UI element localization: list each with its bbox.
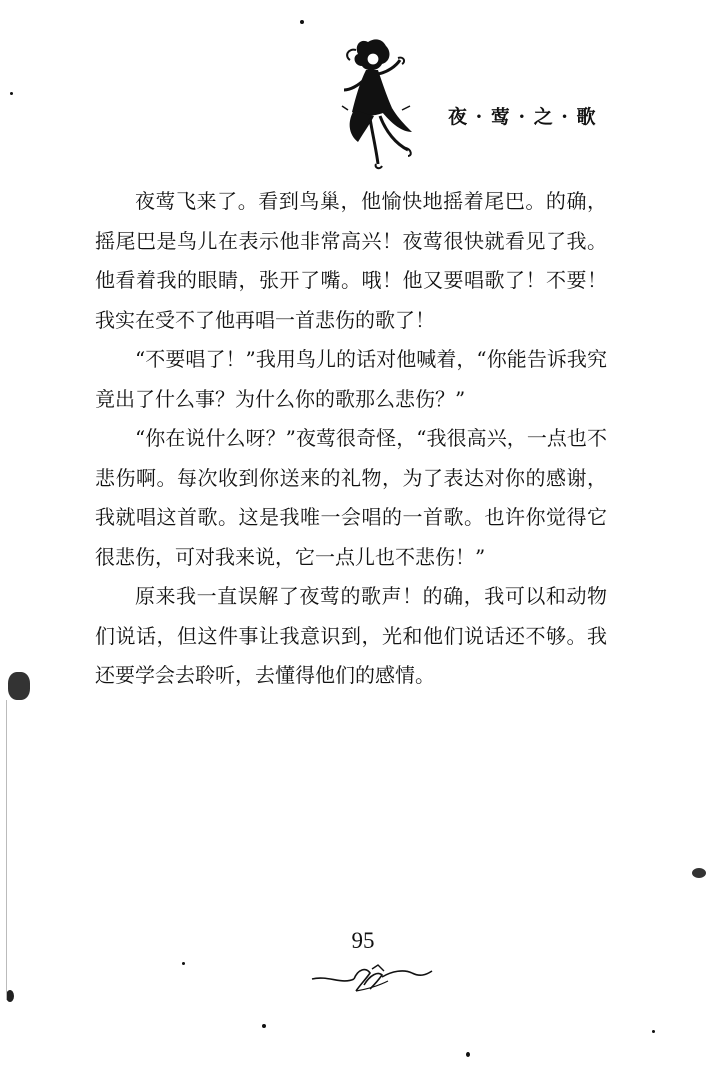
- paragraph-4: 原来我一直误解了夜莺的歌声！的确，我可以和动物们说话，但这件事让我意识到，光和他们说话还不够。我还要学会去聆听，去懂得他们的感情。: [95, 584, 607, 687]
- chapter-title: 夜 · 莺 · 之 · 歌: [448, 106, 597, 128]
- flourish-ornament-icon: [308, 955, 436, 999]
- scan-speck: [262, 1024, 266, 1028]
- scan-margin-line: [6, 700, 7, 1000]
- scan-speck: [6, 990, 14, 1002]
- scan-speck: [466, 1052, 470, 1057]
- paragraph-1: 夜莺飞来了。看到鸟巢，他愉快地摇着尾巴。的确，摇尾巴是鸟儿在表示他非常高兴！夜莺很快就看见了我。他看着我的眼睛，张开了嘴。哦！他又要唱歌了！不要！我实在受不了他再唱一首悲伤的歌了！: [95, 189, 607, 332]
- page-number: 95: [351, 928, 375, 953]
- scan-speck: [182, 962, 185, 965]
- scan-speck: [8, 672, 30, 700]
- girl-figure-illustration-icon: [340, 32, 422, 172]
- scan-speck: [300, 20, 304, 24]
- paragraph-2: “不要唱了！”我用鸟儿的话对他喊着，“你能告诉我究竟出了什么事？为什么你的歌那么悲伤？”: [95, 347, 607, 411]
- chapter-header: [340, 32, 630, 172]
- scan-speck: [652, 1030, 655, 1033]
- body-text: [95, 182, 607, 696]
- paragraph-3: “你在说什么呀？”夜莺很奇怪，“我很高兴，一点也不悲伤啊。每次收到你送来的礼物，为了表达对你的感谢，我就唱这首歌。这是我唯一会唱的一首歌。也许你觉得它很悲伤，可对我来说，它一点儿也不悲伤！”: [95, 426, 607, 569]
- scan-speck: [10, 92, 13, 95]
- scan-speck: [692, 868, 706, 878]
